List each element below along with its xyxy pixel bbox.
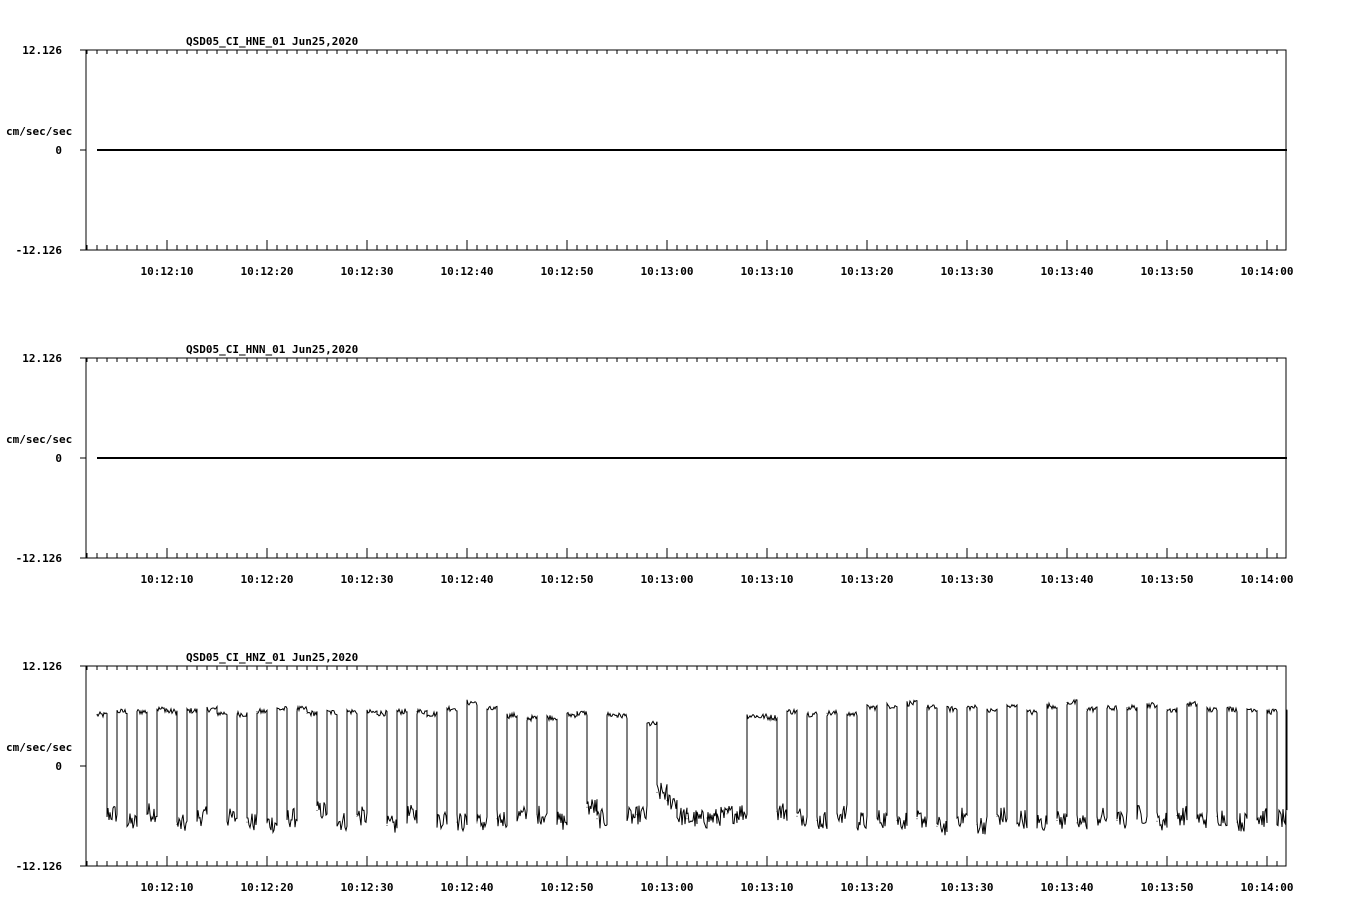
- trace-point: [787, 711, 788, 712]
- trace-point: [1057, 820, 1058, 821]
- trace-point: [247, 822, 248, 823]
- y-tick-label: 0: [55, 760, 62, 773]
- trace-point: [1047, 705, 1048, 706]
- x-tick-label: 10:13:50: [1140, 573, 1194, 586]
- trace-point: [697, 819, 698, 820]
- trace-point: [367, 712, 368, 713]
- trace-point: [217, 713, 218, 714]
- trace-point: [467, 702, 468, 703]
- x-tick-label: 10:13:40: [1040, 881, 1094, 894]
- panel-1: [6, 35, 1293, 278]
- trace-point: [1257, 817, 1258, 818]
- trace-point: [967, 707, 968, 708]
- trace-point: [767, 717, 768, 718]
- trace-point: [997, 816, 998, 817]
- x-tick-label: 10:13:50: [1140, 265, 1194, 278]
- x-tick-label: 10:13:10: [740, 881, 794, 894]
- trace-point: [147, 812, 148, 813]
- trace-point: [917, 818, 918, 819]
- trace-point: [747, 715, 748, 716]
- trace-point: [527, 718, 528, 719]
- trace-point: [977, 824, 978, 825]
- x-tick-label: 10:13:30: [940, 881, 994, 894]
- trace-point: [227, 817, 228, 818]
- trace-point: [1227, 709, 1228, 710]
- trace-point: [267, 822, 268, 823]
- x-tick-label: 10:13:20: [840, 265, 894, 278]
- trace-point: [817, 820, 818, 821]
- trace-point: [187, 710, 188, 711]
- trace-point: [107, 813, 108, 814]
- trace-point: [897, 820, 898, 821]
- trace-point: [557, 821, 558, 822]
- trace-point: [587, 807, 588, 808]
- trace-point: [947, 709, 948, 710]
- y-axis-label: cm/sec/sec: [6, 433, 73, 446]
- trace-point: [1077, 822, 1078, 823]
- trace-point: [957, 817, 958, 818]
- trace-point: [1217, 816, 1218, 817]
- trace-point: [737, 812, 738, 813]
- trace-point: [257, 711, 258, 712]
- trace-point: [1107, 708, 1108, 709]
- y-tick-label: 12.126: [22, 44, 62, 57]
- x-tick-label: 10:13:30: [940, 573, 994, 586]
- panel-title: QSD05_CI_HNZ_01 Jun25,2020: [186, 651, 359, 664]
- trace-point: [517, 815, 518, 816]
- x-tick-label: 10:13:00: [640, 265, 694, 278]
- trace-point: [827, 713, 828, 714]
- x-tick-label: 10:13:20: [840, 573, 894, 586]
- trace-point: [307, 713, 308, 714]
- x-tick-label: 10:13:40: [1040, 265, 1094, 278]
- x-tick-label: 10:13:20: [840, 881, 894, 894]
- trace-point: [317, 810, 318, 811]
- trace-point: [627, 817, 628, 818]
- panel-title: QSD05_CI_HNN_01 Jun25,2020: [186, 343, 359, 356]
- trace-point: [1117, 820, 1118, 821]
- trace-point: [1007, 706, 1008, 707]
- trace-point: [617, 715, 618, 716]
- trace-point: [667, 800, 668, 801]
- trace-point: [97, 714, 98, 715]
- x-tick-label: 10:14:00: [1240, 573, 1294, 586]
- y-tick-label: 0: [55, 452, 62, 465]
- x-tick-label: 10:12:40: [440, 573, 494, 586]
- trace-point: [207, 709, 208, 710]
- x-tick-label: 10:12:20: [240, 265, 294, 278]
- trace-point: [1017, 818, 1018, 819]
- y-tick-label: -12.126: [15, 552, 62, 565]
- y-tick-label: -12.126: [15, 244, 62, 257]
- trace-point: [1067, 702, 1068, 703]
- y-axis-label: cm/sec/sec: [6, 125, 73, 138]
- x-tick-label: 10:12:30: [340, 573, 394, 586]
- x-tick-label: 10:12:10: [140, 265, 194, 278]
- trace-point: [297, 709, 298, 710]
- x-tick-label: 10:12:10: [140, 573, 194, 586]
- trace-point: [507, 715, 508, 716]
- x-tick-label: 10:13:00: [640, 881, 694, 894]
- trace-point: [847, 714, 848, 715]
- trace-point: [1027, 712, 1028, 713]
- trace-point: [637, 814, 638, 815]
- y-tick-label: 0: [55, 144, 62, 157]
- trace-point: [1287, 712, 1288, 713]
- x-tick-label: 10:13:50: [1140, 881, 1194, 894]
- trace-point: [1177, 815, 1178, 816]
- trace-point: [837, 813, 838, 814]
- x-tick-label: 10:12:40: [440, 265, 494, 278]
- trace-point: [537, 814, 538, 815]
- x-tick-label: 10:14:00: [1240, 265, 1294, 278]
- x-tick-label: 10:12:50: [540, 881, 594, 894]
- trace-point: [1237, 822, 1238, 823]
- trace-line: [97, 700, 1287, 835]
- trace-point: [1037, 822, 1038, 823]
- trace-point: [657, 792, 658, 793]
- trace-point: [397, 711, 398, 712]
- trace-point: [707, 817, 708, 818]
- trace-point: [327, 712, 328, 713]
- trace-point: [807, 714, 808, 715]
- x-tick-label: 10:12:20: [240, 881, 294, 894]
- trace-point: [1147, 704, 1148, 705]
- trace-point: [1197, 818, 1198, 819]
- trace-point: [727, 813, 728, 814]
- x-tick-label: 10:14:00: [1240, 881, 1294, 894]
- trace-point: [887, 705, 888, 706]
- x-tick-label: 10:12:50: [540, 265, 594, 278]
- x-tick-label: 10:12:50: [540, 573, 594, 586]
- x-tick-label: 10:12:10: [140, 881, 194, 894]
- trace-point: [907, 703, 908, 704]
- panel-title: QSD05_CI_HNE_01 Jun25,2020: [186, 35, 359, 48]
- trace-point: [387, 825, 388, 826]
- trace-point: [337, 821, 338, 822]
- trace-point: [497, 818, 498, 819]
- trace-point: [987, 710, 988, 711]
- trace-point: [437, 818, 438, 819]
- trace-point: [287, 817, 288, 818]
- trace-point: [867, 707, 868, 708]
- trace-point: [1267, 711, 1268, 712]
- trace-point: [777, 811, 778, 812]
- trace-point: [357, 816, 358, 817]
- y-tick-label: -12.126: [15, 860, 62, 873]
- trace-point: [177, 824, 178, 825]
- trace-point: [137, 711, 138, 712]
- trace-point: [457, 822, 458, 823]
- trace-point: [927, 707, 928, 708]
- trace-point: [1087, 709, 1088, 710]
- trace-point: [237, 714, 238, 715]
- trace-point: [417, 711, 418, 712]
- trace-point: [277, 709, 278, 710]
- trace-point: [377, 713, 378, 714]
- panel-2: [6, 343, 1293, 586]
- x-tick-label: 10:12:30: [340, 265, 394, 278]
- trace-point: [757, 716, 758, 717]
- trace-point: [937, 826, 938, 827]
- trace-point: [1207, 709, 1208, 710]
- x-tick-label: 10:13:30: [940, 265, 994, 278]
- x-tick-label: 10:13:40: [1040, 573, 1094, 586]
- trace-point: [117, 711, 118, 712]
- trace-point: [597, 818, 598, 819]
- y-axis-label: cm/sec/sec: [6, 741, 73, 754]
- trace-point: [1187, 704, 1188, 705]
- trace-point: [1097, 817, 1098, 818]
- y-tick-label: 12.126: [22, 660, 62, 673]
- trace-point: [487, 709, 488, 710]
- trace-point: [607, 714, 608, 715]
- trace-point: [477, 822, 478, 823]
- panel-3: [6, 651, 1293, 894]
- trace-point: [857, 821, 858, 822]
- trace-point: [647, 723, 648, 724]
- x-tick-label: 10:13:00: [640, 573, 694, 586]
- trace-point: [677, 816, 678, 817]
- plot-frame: [86, 666, 1286, 866]
- trace-point: [447, 708, 448, 709]
- trace-point: [347, 711, 348, 712]
- trace-point: [717, 816, 718, 817]
- trace-point: [577, 713, 578, 714]
- x-tick-label: 10:12:40: [440, 881, 494, 894]
- x-tick-label: 10:12:20: [240, 573, 294, 586]
- trace-point: [1277, 818, 1278, 819]
- x-tick-label: 10:13:10: [740, 265, 794, 278]
- trace-point: [1247, 709, 1248, 710]
- trace-point: [877, 818, 878, 819]
- trace-point: [547, 717, 548, 718]
- trace-point: [1157, 821, 1158, 822]
- x-tick-label: 10:13:10: [740, 573, 794, 586]
- trace-point: [157, 709, 158, 710]
- trace-point: [1137, 814, 1138, 815]
- trace-point: [567, 714, 568, 715]
- trace-point: [127, 822, 128, 823]
- trace-point: [1167, 709, 1168, 710]
- trace-point: [687, 818, 688, 819]
- trace-point: [407, 814, 408, 815]
- trace-point: [167, 711, 168, 712]
- trace-point: [197, 816, 198, 817]
- trace-point: [427, 714, 428, 715]
- trace-point: [797, 816, 798, 817]
- x-tick-label: 10:12:30: [340, 881, 394, 894]
- y-tick-label: 12.126: [22, 352, 62, 365]
- trace-point: [1127, 707, 1128, 708]
